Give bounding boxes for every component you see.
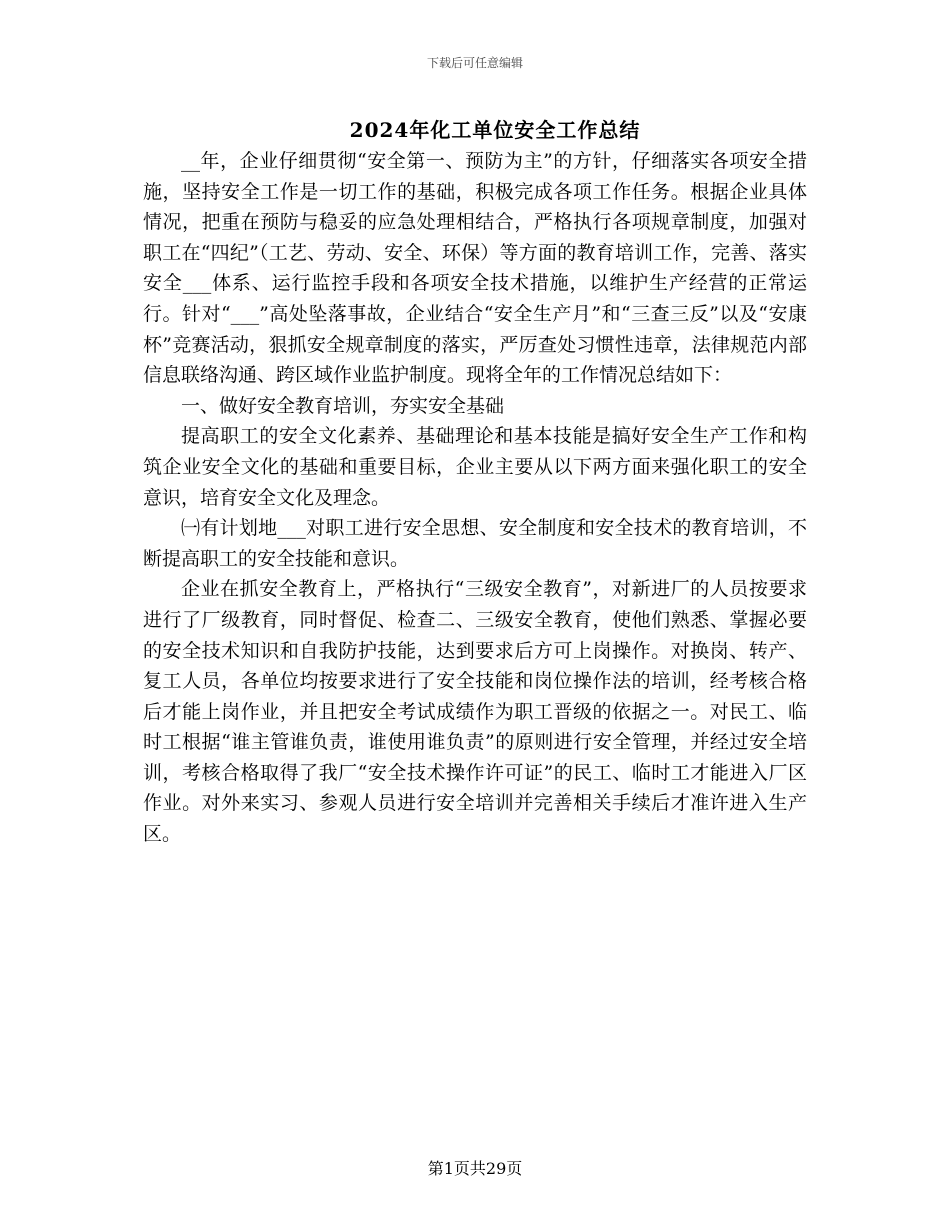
paragraph-section-1: 提高职工的安全文化素养、基础理论和基本技能是搞好安全生产工作和构筑企业安全文化的基础和重要目标，企业主要从以下两方面来强化职工的安全意识，培育安全文化及理念。 (143, 425, 807, 509)
paragraph-intro: __年，企业仔细贯彻“安全第一、预防为主”的方针，仔细落实各项安全措施，坚持安全工作是一切工作的基础，积极完成各项工作任务。根据企业具体情况，把重在预防与稳妥的应急处理相结合，严格执行各项规章制度，加强对职工在“四纪”（工艺、劳动、安全、环保）等方面的教育培训工作，完善、落实安全___体系、运行监控手段和各项安全技术措施，以维护生产经营的正常运行。针对“___”高处坠落事故，企业结合“安全生产月”和“三查三反”以及“安康杯”竞赛活动，狠抓安全规章制度的落实，严厉查处习惯性违章，法律规范内部信息联络沟通、跨区域作业监护制度。现将全年的工作情况总结如下： (143, 150, 807, 387)
subsection-heading-1: ㈠有计划地___对职工进行安全思想、安全制度和安全技术的教育培训，不断提高职工的安全技能和意识。 (143, 517, 807, 570)
document-body (143, 146, 807, 850)
document-title: 2024年化工单位安全工作总结 (349, 118, 641, 142)
section-heading-1: 一、做好安全教育培训，夯实安全基础 (181, 394, 505, 417)
paragraph-subsection-1: 企业在抓安全教育上，严格执行“三级安全教育”，对新进厂的人员按要求进行了厂级教育，同时督促、检查二、三级安全教育，使他们熟悉、掌握必要的安全技术知识和自我防护技能，达到要求后方可上岗操作。对换岗、转产、复工人员，各单位均按要求进行了安全技能和岗位操作法的培训，经考核合格后才能上岗作业，并且把安全考试成绩作为职工晋级的依据之一。对民工、临时工根据“谁主管谁负责，谁使用谁负责”的原则进行安全管理，并经过安全培训，考核合格取得了我厂“安全技术操作许可证”的民工、临时工才能进入厂区作业。对外来实习、参观人员进行安全培训并完善相关手续后才准许进入生产区。 (143, 578, 807, 846)
header-note: 下载后可任意编辑 (426, 56, 523, 70)
page-number: 第1页共29页 (427, 1159, 523, 1178)
